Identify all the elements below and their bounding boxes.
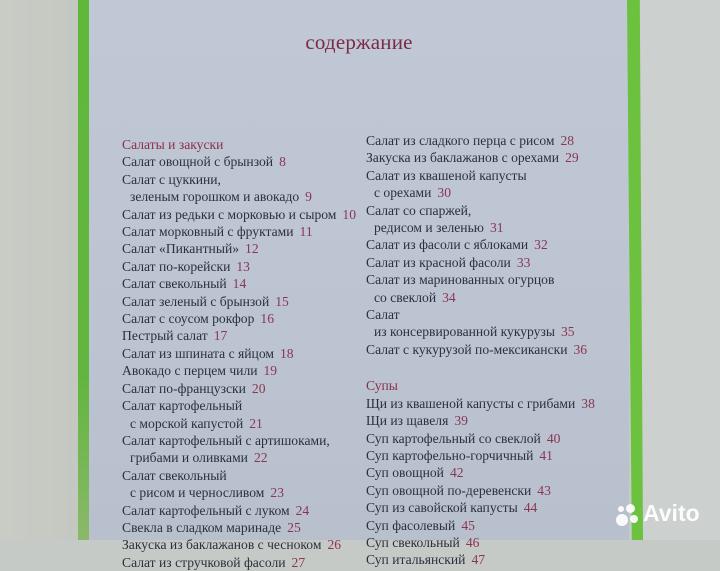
toc-entry-line <box>366 167 595 184</box>
toc-entry-title: с рисом и черносливом <box>130 485 265 501</box>
toc-entry-line <box>366 271 595 288</box>
toc-entry-title: Салат свекольный <box>122 276 227 292</box>
toc-entry-line <box>366 289 595 306</box>
section-heading-soups: Супы <box>366 378 398 394</box>
toc-entry-title: Суп фасолевый <box>366 517 456 533</box>
toc-entry-line <box>122 275 356 292</box>
toc-list-salads <box>122 153 356 571</box>
toc-entry-title: Суп свекольный <box>366 534 460 550</box>
toc-entry-line <box>366 482 595 499</box>
toc-entry-title: редисом и зеленью <box>374 220 484 236</box>
toc-page-number: 24 <box>295 502 310 518</box>
background-right <box>640 0 720 540</box>
toc-entry-title: Салат по-французски <box>122 380 246 396</box>
toc-entry-title: Закуска из баклажанов с чесноком <box>122 537 322 553</box>
toc-entry-title: зеленым горошком и авокадо <box>130 189 300 205</box>
toc-page-number: 15 <box>275 293 289 309</box>
toc-entry-title: Суп картофельно-горчичный <box>366 447 534 463</box>
toc-page-number: 36 <box>573 341 588 357</box>
toc-entry-line <box>366 430 595 447</box>
toc-entry-title: Салат картофельный <box>122 398 243 414</box>
toc-entry-title: Салат из шпината с яйцом <box>122 345 274 361</box>
toc-page-number: 30 <box>437 185 452 201</box>
toc-entry-line <box>366 517 595 534</box>
toc-page-number: 14 <box>232 276 247 292</box>
toc-entry-title: с морской капустой <box>130 415 244 431</box>
toc-page-number: 13 <box>236 258 250 274</box>
cover-edge-left <box>78 0 89 540</box>
toc-entry-title: Салат свекольный <box>122 467 227 483</box>
toc-entry-line <box>122 345 356 362</box>
toc-page-number: 11 <box>299 224 313 240</box>
toc-entry-title: Салат с кукурузой по-мексикански <box>366 341 568 357</box>
toc-entry-line <box>122 536 356 553</box>
toc-page-number: 45 <box>461 517 475 533</box>
toc-page-number: 34 <box>442 289 456 305</box>
toc-page-number: 32 <box>534 237 548 253</box>
toc-entry-title: Салат со спаржей, <box>366 202 472 218</box>
toc-entry-line <box>122 362 356 379</box>
toc-entry-title: из консервированной кукурузы <box>374 324 555 340</box>
toc-entry-line <box>366 464 595 481</box>
toc-entry-title: Салат из маринованных огурцов <box>366 272 555 288</box>
toc-entry-title: со свеклой <box>374 289 437 305</box>
toc-page-number: 46 <box>465 534 480 550</box>
toc-entry-line <box>122 293 356 310</box>
toc-entry-title: Салат «Пикантный» <box>122 241 240 257</box>
toc-entry-line <box>122 327 356 344</box>
toc-entry-title: Суп картофельный со свеклой <box>366 430 541 446</box>
toc-entry-line <box>122 554 356 571</box>
toc-entry-title: Салат с цуккини, <box>122 171 221 187</box>
toc-entry-line <box>122 171 356 188</box>
toc-page-number: 33 <box>516 254 531 270</box>
toc-page-number: 29 <box>565 150 579 166</box>
toc-entry-line <box>366 534 595 551</box>
section-heading-salads: Салаты и закуски <box>122 137 224 152</box>
toc-page-number: 41 <box>539 447 553 463</box>
toc-entry-title: Пестрый салат <box>122 328 208 344</box>
toc-page-number: 28 <box>560 133 575 148</box>
toc-entry-title: Салат из редьки с морковью и сыром <box>122 206 337 222</box>
toc-entry-title: Суп итальянский <box>366 552 466 568</box>
toc-entry-title: Салат из квашеной капусты <box>366 167 527 183</box>
toc-entry-line <box>122 432 356 449</box>
toc-entry-title: Салат картофельный с луком <box>122 502 290 518</box>
toc-entry-line <box>366 149 595 166</box>
toc-entry-line <box>122 310 356 327</box>
toc-entry-line <box>122 484 356 501</box>
toc-entry-title: Салат с соусом рокфор <box>122 311 255 327</box>
toc-page-number: 23 <box>270 485 284 501</box>
toc-page-number: 18 <box>279 345 294 361</box>
toc-entry-title: Салат морковный с фруктами <box>122 224 294 240</box>
toc-entry-title: Салат из красной фасоли <box>366 254 511 270</box>
toc-entry-line <box>122 467 356 484</box>
toc-list-salads-continued <box>366 132 595 358</box>
toc-page-number: 38 <box>581 395 595 411</box>
toc-entry-title: Салат <box>366 307 400 323</box>
toc-entry-line <box>366 236 595 253</box>
toc-entry-line <box>122 206 356 223</box>
toc-entry-title: грибами и оливками <box>130 450 248 466</box>
toc-page-number: 47 <box>471 552 486 568</box>
toc-entry-title: Авокадо с перцем чили <box>122 363 258 379</box>
toc-page-number: 44 <box>523 500 538 516</box>
toc-page-number: 9 <box>305 189 312 205</box>
toc-entry-title: Салат овощной с брынзой <box>122 154 274 170</box>
book-page <box>89 0 629 570</box>
toc-entry-line <box>122 397 356 414</box>
toc-entry-title: Суп овощной по-деревенски <box>366 482 532 498</box>
page-title: содержание <box>305 30 413 54</box>
toc-entry-line <box>366 132 595 149</box>
toc-entry-title: с орехами <box>374 185 432 201</box>
toc-entry-line <box>122 519 356 536</box>
toc-entry-title: Салат из сладкого перца с рисом <box>366 133 555 148</box>
avito-dots-icon <box>614 502 640 526</box>
toc-page-number: 35 <box>560 324 575 340</box>
toc-entry-line <box>366 499 595 516</box>
toc-page-number: 10 <box>342 206 356 222</box>
toc-page-number: 12 <box>245 241 259 257</box>
toc-entry-title: Салат зеленый с брынзой <box>122 293 270 309</box>
toc-entry-line <box>122 153 356 170</box>
toc-entry-line <box>366 447 595 464</box>
toc-page-number: 40 <box>546 430 561 446</box>
toc-entry-line <box>122 258 356 275</box>
toc-page-number: 25 <box>287 519 301 535</box>
toc-column-left <box>122 136 356 571</box>
toc-entry-line <box>366 412 595 429</box>
toc-page-number: 21 <box>249 415 263 431</box>
toc-page-number: 22 <box>253 450 268 466</box>
toc-entry-line <box>122 502 356 519</box>
avito-watermark <box>614 500 700 527</box>
toc-entry-line <box>122 449 356 466</box>
toc-entry-line <box>366 184 595 201</box>
avito-label: Avito <box>643 500 700 526</box>
toc-entry-title: Суп овощной <box>366 465 444 481</box>
toc-entry-line <box>366 395 595 412</box>
toc-entry-title: Свекла в сладком маринаде <box>122 519 282 535</box>
toc-entry-line <box>122 240 356 257</box>
toc-entry-line <box>366 219 595 236</box>
toc-entry-title: Салат из фасоли с яблоками <box>366 237 529 253</box>
toc-entry-title: Салат по-корейски <box>122 258 231 274</box>
toc-entry-line <box>366 202 595 219</box>
toc-entry-line <box>122 188 356 205</box>
toc-entry-line <box>366 341 595 358</box>
toc-entry-line <box>122 223 356 240</box>
toc-page-number: 20 <box>251 380 266 396</box>
toc-page-number: 8 <box>279 154 286 170</box>
toc-entry-title: Салат из стручковой фасоли <box>122 554 286 570</box>
toc-page-number: 39 <box>454 413 468 429</box>
toc-entry-title: Суп из савойской капусты <box>366 500 518 516</box>
toc-entry-title: Салат картофельный с артишоками, <box>122 432 330 448</box>
section-gap <box>366 358 595 377</box>
toc-page-number: 16 <box>260 311 274 327</box>
toc-column-right <box>366 132 595 569</box>
toc-entry-line <box>122 415 356 432</box>
toc-entry-line <box>366 323 595 340</box>
toc-entry-line <box>122 380 356 397</box>
toc-list-soups <box>366 395 595 569</box>
toc-entry-line <box>366 306 595 323</box>
toc-page-number: 27 <box>291 554 306 570</box>
toc-entry-title: Щи из щавеля <box>366 413 449 429</box>
toc-page-number: 42 <box>449 465 464 481</box>
toc-page-number: 19 <box>263 363 278 379</box>
background-left <box>0 0 80 540</box>
toc-page-number: 43 <box>537 482 551 498</box>
toc-page-number: 31 <box>489 220 504 236</box>
toc-page-number: 17 <box>213 328 228 344</box>
toc-page-number: 26 <box>327 537 342 553</box>
toc-entry-title: Щи из квашеной капусты с грибами <box>366 395 576 411</box>
toc-entry-title: Закуска из баклажанов с орехами <box>366 150 560 166</box>
toc-entry-line <box>366 551 595 568</box>
toc-entry-line <box>366 254 595 271</box>
